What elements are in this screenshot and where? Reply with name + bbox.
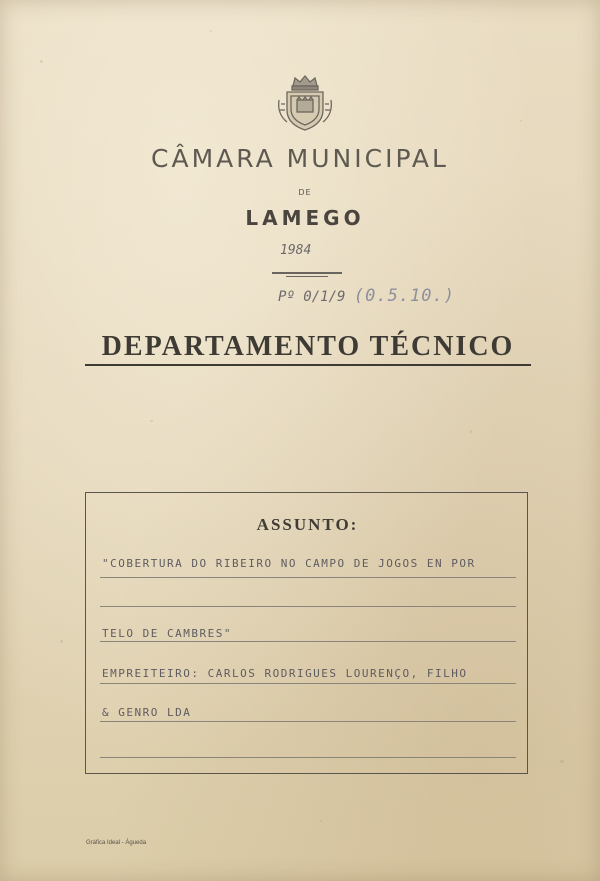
- paper-speck: [520, 120, 522, 122]
- paper-speck: [150, 420, 153, 422]
- writing-line: [100, 577, 516, 578]
- subject-line-4: & GENRO LDA: [102, 706, 192, 719]
- subject-line-1: "COBERTURA DO RIBEIRO NO CAMPO DE JOGOS EN POR: [102, 557, 476, 570]
- writing-line: [100, 683, 516, 684]
- institution-title: CÂMARA MUNICIPAL: [151, 144, 449, 173]
- paper-speck: [60, 640, 63, 643]
- paper-speck: [560, 760, 564, 763]
- paper-speck: [210, 30, 212, 32]
- handwritten-process-reference: [278, 286, 455, 306]
- subject-line-2: TELO DE CAMBRES": [102, 627, 232, 640]
- writing-line: [100, 721, 516, 722]
- subject-line-3: EMPREITEIRO: CARLOS RODRIGUES LOURENÇO, FILHO: [102, 667, 468, 680]
- institution-connector: DE: [298, 188, 312, 197]
- subject-box: [85, 492, 528, 774]
- header-divider: [272, 272, 342, 274]
- process-ref-ink: Pº 0/1/9: [278, 289, 346, 305]
- printer-imprint: Gráfica Ideal - Águeda: [86, 840, 147, 846]
- header-divider-thin: [286, 276, 328, 277]
- paper-speck: [40, 60, 43, 63]
- writing-line: [100, 606, 516, 607]
- handwritten-year: 1984: [280, 243, 312, 258]
- writing-line: [100, 641, 516, 642]
- subject-heading: ASSUNTO:: [256, 515, 359, 534]
- municipal-coat-of-arms-icon: [273, 70, 337, 134]
- paper-speck: [320, 820, 322, 822]
- department-title: DEPARTAMENTO TÉCNICO: [85, 330, 531, 366]
- municipality-name: LAMEGO: [245, 206, 365, 230]
- paper-speck: [470, 430, 472, 433]
- process-ref-pencil: (0.5.10.): [353, 286, 455, 306]
- writing-line: [100, 757, 516, 758]
